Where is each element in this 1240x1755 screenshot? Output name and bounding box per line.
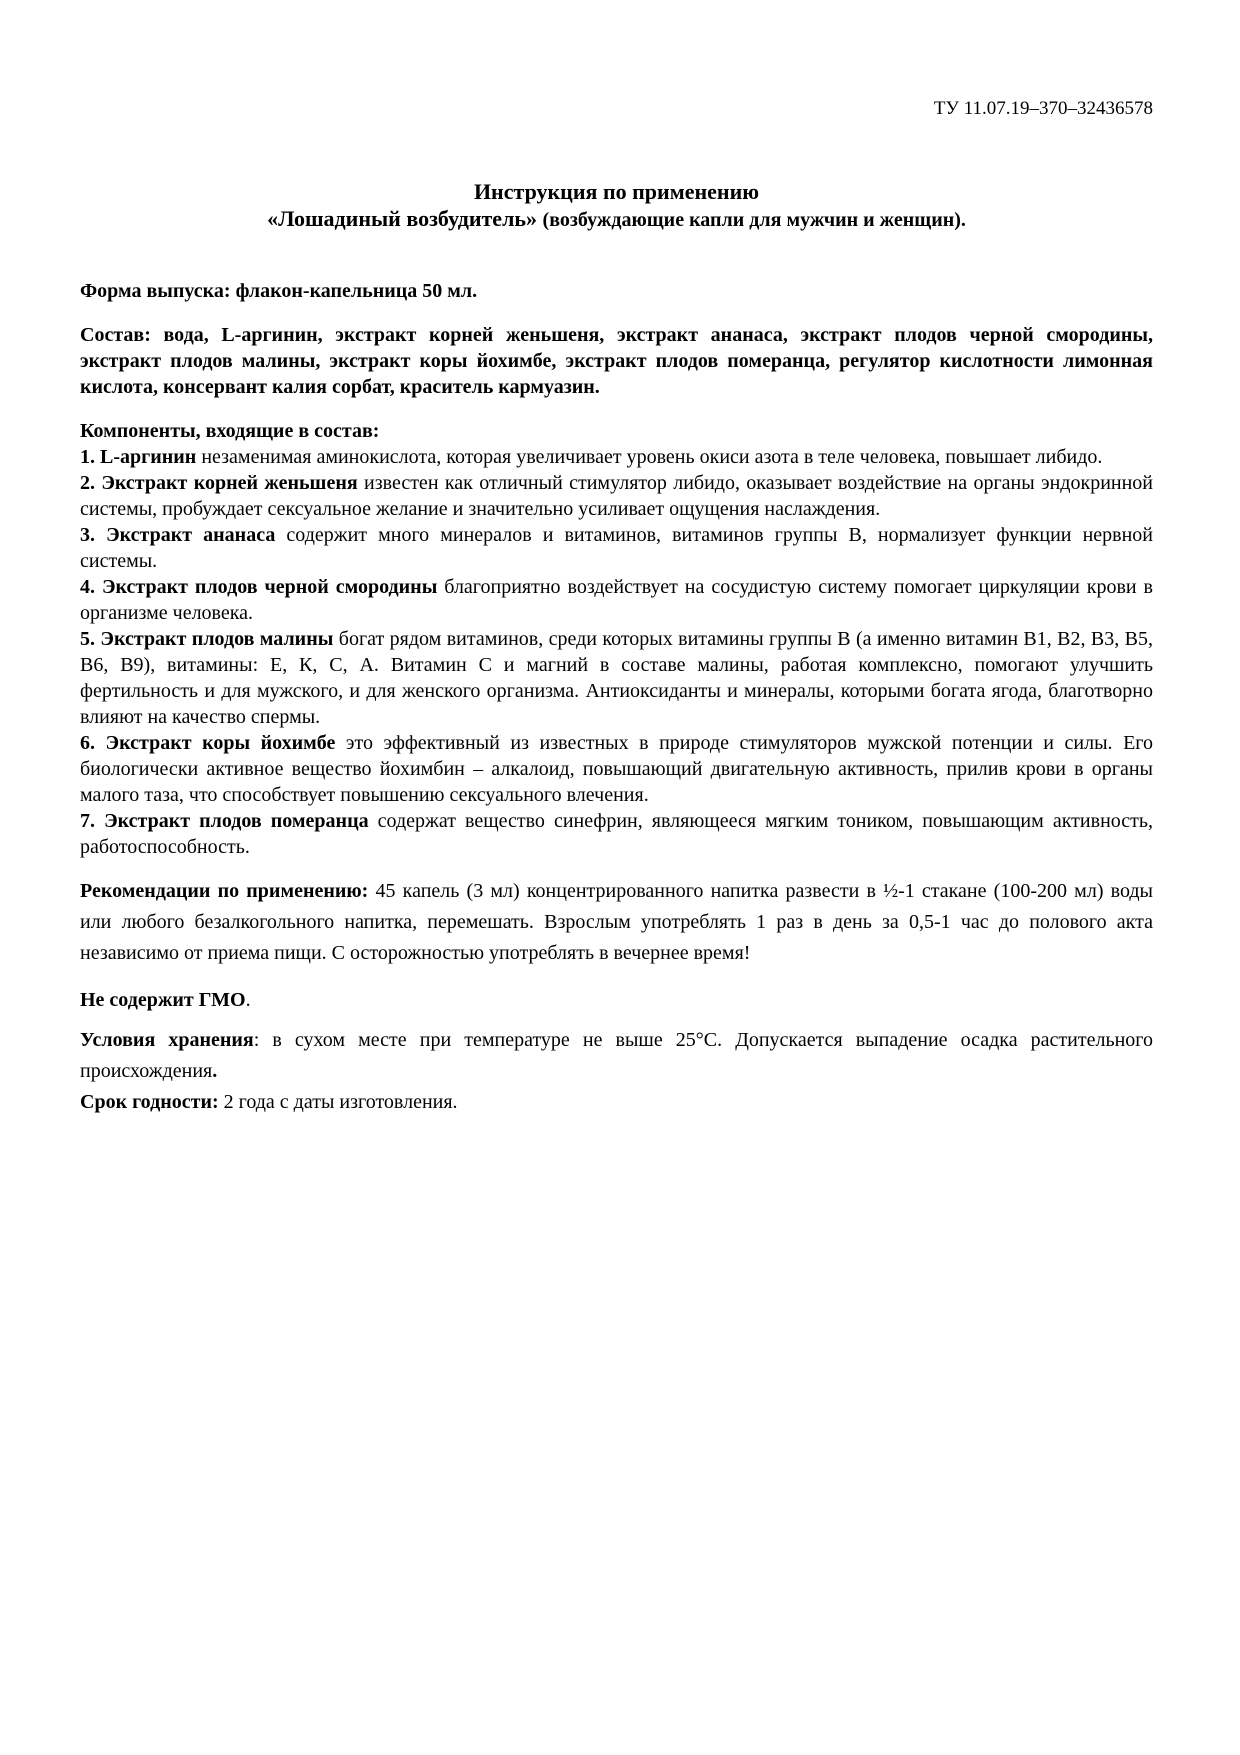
usage-recommendations: Рекомендации по применению: 45 капель (3 мл) концентрированного напитка развести в ½-1 стакане (100-200 мл) воды или любого безалкогольного напитка, перемешать. Взрослым употреблять 1 раз в день за 0,5-1 час до полового акта независимо от приема пищи. С осторожностью употреблять в вечернее время! (80, 880, 1153, 964)
product-name: «Лошадиный возбудитель» (267, 206, 543, 231)
component-item-4: 4. Экстракт плодов черной смородины благоприятно воздействует на сосудистую систему помогает циркуляции крови в организме человека. (80, 576, 1153, 624)
page-title: Инструкция по применению (473, 179, 760, 204)
shelf-life: Срок годности: 2 года с даты изготовления. (80, 1091, 458, 1113)
component-item-3: 3. Экстракт ананаса содержит много минералов и витаминов, витаминов группы В, нормализует функции нервной системы. (80, 524, 1153, 572)
no-gmo-statement: Не содержит ГМО. (80, 989, 251, 1011)
title-block (80, 178, 1153, 234)
tu-number: ТУ 11.07.19–370–32436578 (933, 98, 1153, 119)
composition: Состав: вода, L-аргинин, экстракт корней женьшеня, экстракт ананаса, экстракт плодов черной смородины, экстракт плодов малины, экстракт коры йохимбе, экстракт плодов померанца, регулятор кислотности лимонная кислота, консервант калия сорбат, краситель кармуазин. (80, 324, 1153, 398)
component-item-7: 7. Экстракт плодов померанца содержат вещество синефрин, являющееся мягким тоником, повышающим активность, работоспособность. (80, 810, 1154, 858)
component-item-6: 6. Экстракт коры йохимбе это эффективный из известных в природе стимуляторов мужской потенции и силы. Его биологически активное вещество йохимбин – алкалоид, повышающий двигательную активность, прилив крови в органы малого таза, что способствует повышению сексуального влечения. (80, 732, 1153, 806)
components-header: Компоненты, входящие в состав: (80, 420, 380, 442)
component-item-1: 1. L-аргинин незаменимая аминокислота, которая увеличивает уровень окиси азота в теле человека, повышает либидо. (80, 446, 1103, 468)
release-form: Форма выпуска: флакон-капельница 50 мл. (80, 280, 478, 302)
product-description: (возбуждающие капли для мужчин и женщин). (542, 209, 966, 231)
page-subtitle (80, 205, 1153, 234)
component-item-2: 2. Экстракт корней женьшеня известен как отличный стимулятор либидо, оказывает воздействие на органы эндокринной системы, пробуждает сексуальное желание и значительно усиливает ощущения наслаждения. (80, 472, 1154, 520)
storage-conditions: Условия хранения: в сухом месте при температуре не выше 25°С. Допускается выпадение осадка растительного происхождения. (80, 1029, 1153, 1082)
component-item-5: 5. Экстракт плодов малины богат рядом витаминов, среди которых витамины группы В (а именно витамин В1, В2, В3, В5, В6, В9), витамины: Е, К, С, А. Витамин С и магний в составе малины, работая комплексно, помогают улучшить фертильность и для мужского, и для женского организма. Антиоксиданты и минералы, которыми богата ягода, благотворно влияют на качество спермы. (80, 628, 1154, 728)
